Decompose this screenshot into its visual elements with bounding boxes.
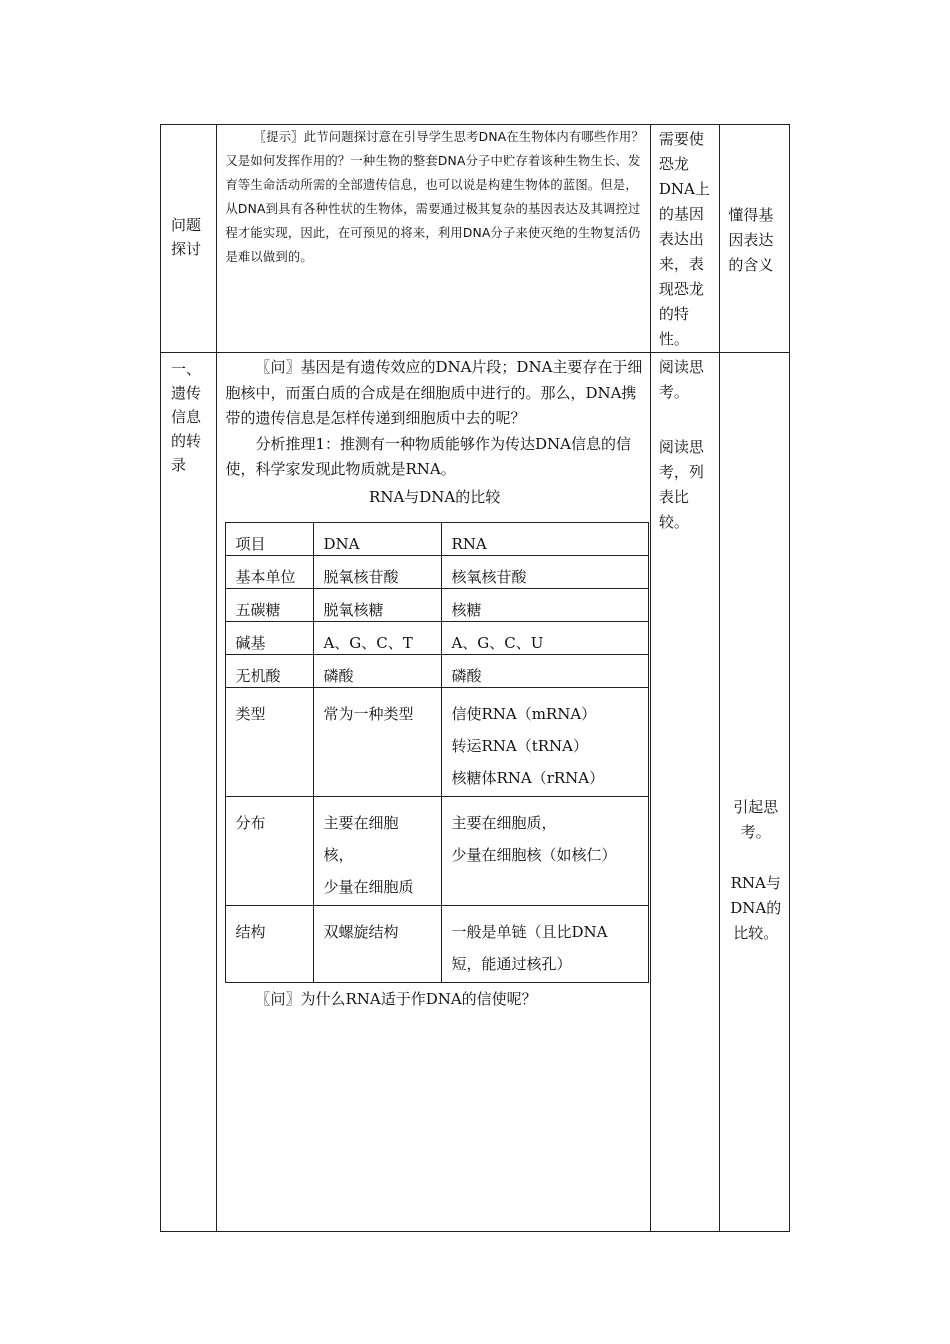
row-label-problem-discussion (161, 125, 217, 353)
cell-text: 核氧核苷酸 (451, 568, 527, 586)
student-activity-text: 阅读思考，列表比较。 (658, 438, 704, 531)
rna-cell (442, 655, 649, 688)
row-key-cell (226, 622, 314, 655)
row-key-cell (226, 556, 314, 589)
design-intent-text: 引起思考。 (733, 798, 779, 841)
table-row (226, 688, 649, 797)
table-header-row (226, 523, 649, 556)
cell-text: A、G、C、U (451, 634, 544, 652)
cell-text: 五碳糖 (235, 601, 281, 619)
row-key-cell (226, 655, 314, 688)
label-line: 录 (171, 456, 187, 474)
student-activity-cell (650, 125, 720, 353)
cell-text: 核， (323, 846, 354, 864)
label-line: 的转 (171, 432, 202, 450)
table-row (226, 589, 649, 622)
row-problem-discussion (161, 125, 790, 353)
cell-text: 分布 (235, 814, 266, 832)
label-line: 信息 (171, 408, 202, 426)
cell-text: 类型 (235, 705, 266, 723)
cell-text: 磷酸 (451, 667, 482, 685)
cell-text: 主要在细胞质， (451, 814, 557, 832)
cell-text: 双螺旋结构 (323, 923, 399, 941)
dna-cell (314, 556, 442, 589)
student-activity-text: 需要使恐龙DNA上的基因表达出来，表现恐龙的特性。 (658, 130, 710, 348)
cell-text: 转运RNA（tRNA） (451, 737, 588, 755)
content-cell (217, 353, 650, 1232)
cell-text: 脱氧核糖 (323, 601, 384, 619)
row-key-cell (226, 797, 314, 906)
row-label-transcription (161, 353, 217, 1232)
dna-cell (314, 589, 442, 622)
cell-text: 碱基 (235, 634, 266, 652)
dna-cell (314, 797, 442, 906)
spacer (659, 405, 714, 435)
rna-cell (442, 688, 649, 797)
cell-text: 主要在细胞 (323, 814, 399, 832)
design-intent-text: RNA与DNA的比较。 (730, 874, 782, 942)
label-line: 遗传 (171, 384, 202, 402)
cell-text: 脱氧核苷酸 (323, 568, 399, 586)
table-row (226, 655, 649, 688)
header-cell: RNA (442, 523, 649, 556)
table-row (226, 622, 649, 655)
table-row (226, 556, 649, 589)
table-row (226, 906, 649, 983)
hint-paragraph (225, 125, 643, 269)
dna-cell (314, 655, 442, 688)
row-key-cell (226, 589, 314, 622)
cell-text: 核糖体RNA（rRNA） (451, 769, 605, 787)
hint-text: 此节问题探讨意在引导学生思考DNA在生物体内有哪些作用？又是如何发挥作用的？一种生物的整套DNA分子中贮存着该种生物生长、发育等生命活动所需的全部遗传信息，也可以说是构建生物体的蓝图。但是，从DNA到具有各种性状的生物体，需要通过极其复杂的基因表达及其调控过程才能实现，因此，在可预见的将来，利用DNA分子来使灭绝的生物复活仍是难以做到的。 (225, 130, 644, 264)
cell-text: 短，能通过核孔） (451, 955, 572, 973)
question-paragraph: 〖问〗为什么RNA适于作DNA的信使呢？ (255, 990, 537, 1008)
header-cell: DNA (314, 523, 442, 556)
design-intent-cell (720, 125, 790, 353)
cell-text: 磷酸 (323, 667, 354, 685)
rna-dna-comparison-table (225, 522, 649, 983)
header-cell: 项目 (226, 523, 314, 556)
cell-text: A、G、C、T (323, 634, 413, 652)
cell-text: 一般是单链（且比DNA (451, 923, 608, 941)
row-key-cell (226, 906, 314, 983)
rna-cell (442, 556, 649, 589)
analysis-paragraph: 分析推理1：推测有一种物质能够作为传达DNA信息的信使，科学家发现此物质就是RNA。 (225, 434, 631, 478)
table-caption: RNA与DNA的比较 (369, 487, 501, 506)
cell-text: 少量在细胞质 (323, 878, 414, 896)
row-key-cell (226, 688, 314, 797)
cell-text: 基本单位 (235, 568, 296, 586)
design-intent-text: 懂得基因表达的含义 (728, 206, 774, 274)
rna-cell (442, 622, 649, 655)
design-intent-cell (720, 353, 790, 1232)
cell-text: 核糖 (451, 601, 482, 619)
row-transcription (161, 353, 790, 1232)
label-line: 探讨 (171, 240, 202, 258)
student-activity-text: 阅读思考。 (658, 358, 704, 401)
rna-cell (442, 797, 649, 906)
dna-cell (314, 688, 442, 797)
cell-text: 结构 (235, 923, 266, 941)
lesson-plan-table (160, 124, 790, 1232)
student-activity-cell (650, 353, 720, 1232)
design-intent-block (728, 795, 783, 946)
cell-text: 信使RNA（mRNA） (451, 705, 597, 723)
label-line: 一、 (171, 360, 202, 378)
rna-cell (442, 906, 649, 983)
cell-text: 少量在细胞核（如核仁） (451, 846, 617, 864)
dna-cell (314, 622, 442, 655)
hint-cell (217, 125, 650, 353)
dna-cell (314, 906, 442, 983)
question-paragraph: 〖问〗基因是有遗传效应的DNA片段；DNA主要存在于细胞核中，而蛋白质的合成是在细胞质中进行的。那么，DNA携带的遗传信息是怎样传递到细胞质中去的呢？ (225, 358, 643, 427)
hint-prefix: 〖提示〗 (253, 130, 304, 144)
cell-text: 常为一种类型 (323, 705, 414, 723)
table-row (226, 797, 649, 906)
cell-text: 无机酸 (235, 667, 281, 685)
label-line: 问题 (171, 216, 202, 234)
rna-cell (442, 589, 649, 622)
